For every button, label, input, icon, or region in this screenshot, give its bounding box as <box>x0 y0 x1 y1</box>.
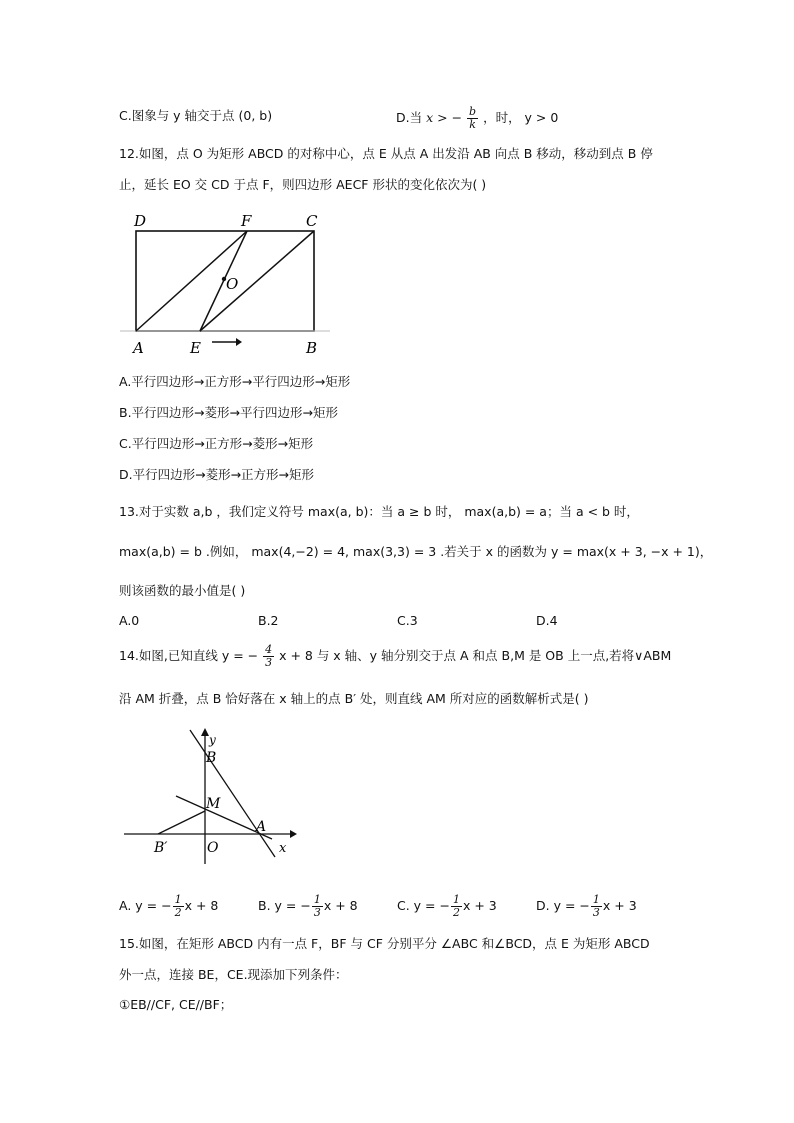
q14-c-prefix: C. y = − <box>397 898 450 913</box>
q12-option-d: D.平行四边形→菱形→正方形→矩形 <box>119 467 315 482</box>
q11-d-num: b <box>469 105 477 118</box>
q14-a-suffix: x + 8 <box>184 898 219 913</box>
q14-a-num: 1 <box>174 893 182 906</box>
label-f: F <box>241 212 252 230</box>
q14-line1-num: 4 <box>265 643 273 656</box>
q11-d-den: k <box>469 118 476 131</box>
q13-option-d: D.4 <box>536 613 558 628</box>
line-ab <box>190 730 275 857</box>
label-e: E <box>190 339 201 357</box>
q14-line1-suffix: x + 8 与 x 轴、y 轴分别交于点 A 和点 B,M 是 OB 上一点,若将∨ABM <box>279 648 672 663</box>
label-b: B <box>306 339 318 357</box>
q12-stem-line1: 12.如图，点 O 为矩形 ABCD 的对称中心，点 E 从点 A 出发沿 AB 向点 B 移动，移动到点 B 停 <box>119 146 653 161</box>
rectangle-abcd <box>136 231 314 331</box>
segment-ec <box>200 231 314 331</box>
q14-option-d <box>536 888 637 924</box>
q14-d-suffix: x + 3 <box>602 898 637 913</box>
x-axis-arrow-icon <box>290 830 297 838</box>
q14-line1-den: 3 <box>265 656 273 669</box>
q14-d-fraction <box>591 894 602 919</box>
q12-stem-line2: 止，延长 EO 交 CD 于点 F，则四边形 AECF 形状的变化依次为( ) <box>119 177 487 192</box>
q14-c-suffix: x + 3 <box>462 898 497 913</box>
q14-b-den: 3 <box>313 906 321 919</box>
q11-option-c: C.图象与 y 轴交于点 (0, b) <box>119 108 273 123</box>
q13-line2: max(a,b) = b .例如， max(4,−2) = 4, max(3,3) = 3 .若关于 x 的函数为 y = max(x + 3, −x + 1)， <box>119 544 713 559</box>
q14-option-b <box>258 888 358 924</box>
q14-line1-prefix: 14.如图,已知直线 y = − <box>119 648 259 663</box>
segment-bprime-m <box>158 811 205 834</box>
q14-line2: 沿 AM 折叠，点 B 恰好落在 x 轴上的点 B′ 处，则直线 AM 所对应的函数解析式是( ) <box>119 691 589 706</box>
q14-c-den: 2 <box>452 906 460 919</box>
q15-line2: 外一点，连接 BE，CE.现添加下列条件： <box>119 967 348 982</box>
q12-option-b: B.平行四边形→菱形→平行四边形→矩形 <box>119 405 338 420</box>
q13-option-a: A.0 <box>119 613 140 628</box>
q12-figure <box>118 210 338 360</box>
label-o: O <box>207 840 219 856</box>
q14-c-num: 1 <box>452 893 460 906</box>
label-b: B <box>206 750 217 766</box>
q14-b-fraction <box>312 894 323 919</box>
q12-option-a: A.平行四边形→正方形→平行四边形→矩形 <box>119 374 351 389</box>
label-a: A <box>133 339 144 357</box>
q11-d-prefix: D.当 <box>396 110 423 125</box>
q14-option-c <box>397 888 497 924</box>
q14-a-prefix: A. y = − <box>119 898 172 913</box>
label-d: D <box>134 212 147 230</box>
q11-d-fraction <box>467 106 478 131</box>
label-x: x <box>279 841 287 856</box>
label-a: A <box>256 819 267 835</box>
q13-option-b: B.2 <box>258 613 279 628</box>
q13-option-c: C.3 <box>397 613 418 628</box>
q14-c-fraction <box>451 894 462 919</box>
q14-figure <box>120 724 300 874</box>
q12-option-c: C.平行四边形→正方形→菱形→矩形 <box>119 436 314 451</box>
q11-d-suffix: ，时， y > 0 <box>483 110 559 125</box>
arrow-head-icon <box>236 338 242 346</box>
label-y: y <box>209 733 216 747</box>
q11-d-x: x > − <box>426 110 463 125</box>
q15-line1: 15.如图，在矩形 ABCD 内有一点 F，BF 与 CF 分别平分 ∠ABC 和∠BCD，点 E 为矩形 ABCD <box>119 936 650 951</box>
q13-line3: 则该函数的最小值是( ) <box>119 583 246 598</box>
q14-d-den: 3 <box>592 906 600 919</box>
q14-line1-fraction <box>263 644 274 669</box>
q14-b-prefix: B. y = − <box>258 898 311 913</box>
label-o: O <box>226 275 239 293</box>
q14-b-suffix: x + 8 <box>323 898 358 913</box>
q14-line1 <box>119 638 671 674</box>
q11-option-d <box>396 100 558 136</box>
label-c: C <box>306 212 318 230</box>
q14-d-num: 1 <box>592 893 600 906</box>
q15-condition-1: ①EB//CF, CE//BF； <box>119 997 233 1012</box>
label-m: M <box>206 796 221 812</box>
q14-a-fraction <box>173 894 184 919</box>
label-b-prime: B′ <box>154 840 168 856</box>
q14-b-num: 1 <box>313 893 321 906</box>
q14-d-prefix: D. y = − <box>536 898 590 913</box>
q13-line1: 13.对于实数 a,b ，我们定义符号 max(a, b)：当 a ≥ b 时， max(a,b) = a；当 a < b 时， <box>119 504 639 519</box>
q14-option-a <box>119 888 218 924</box>
q14-a-den: 2 <box>174 906 182 919</box>
y-axis-arrow-icon <box>201 728 209 736</box>
